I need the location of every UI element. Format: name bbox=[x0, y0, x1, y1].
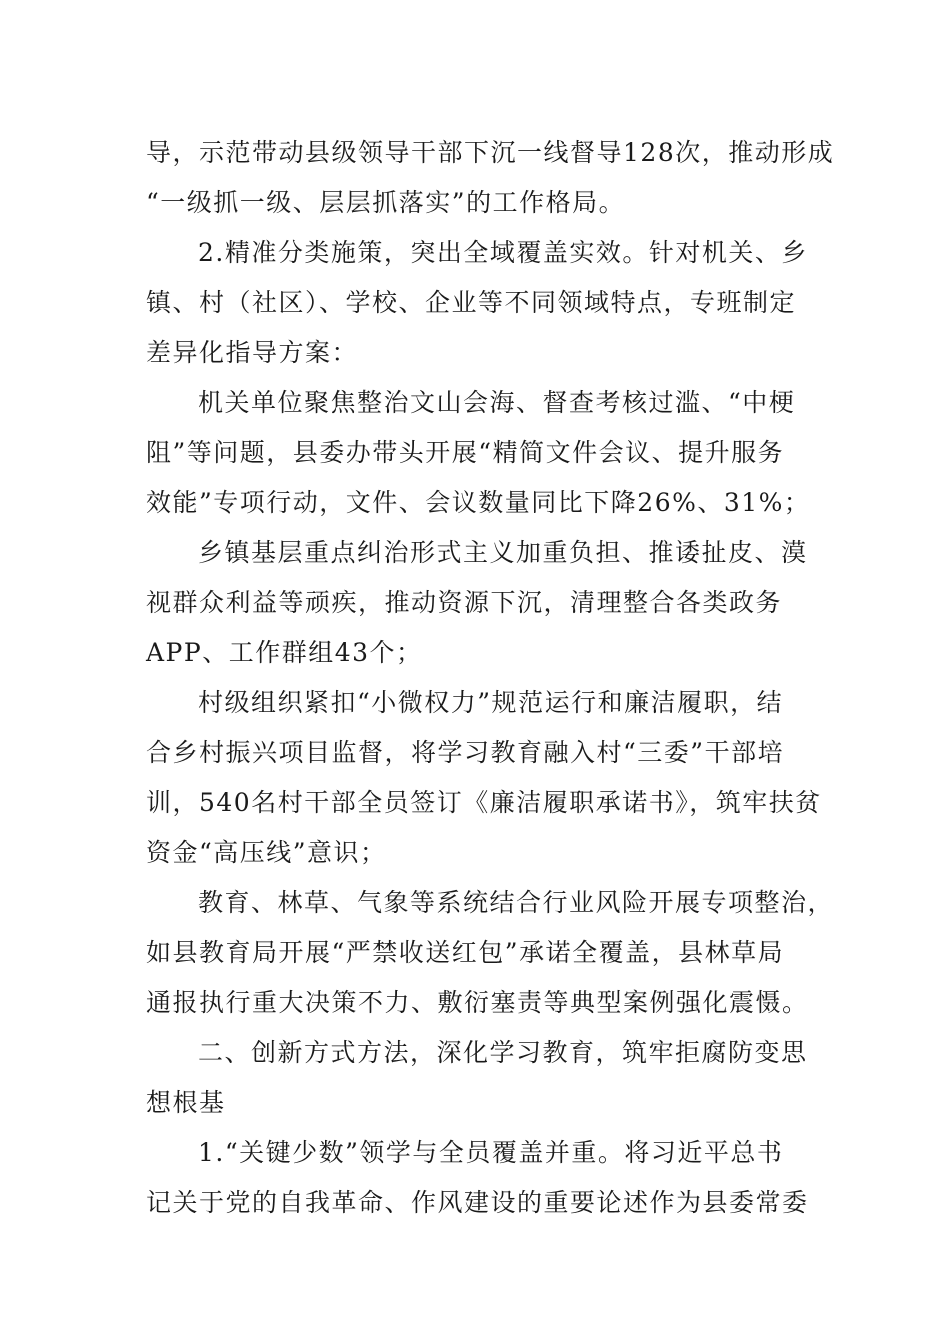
text-line: 二、创新方式方法，深化学习教育，筑牢拒腐防变思 bbox=[198, 1038, 808, 1067]
text-line: 记关于党的自我革命、作风建设的重要论述作为县委常委 bbox=[146, 1188, 809, 1217]
paragraph-village-organizations bbox=[146, 678, 822, 878]
text-line: APP、工作群组43个； bbox=[146, 638, 423, 667]
paragraph-government-units bbox=[146, 378, 812, 528]
paragraph-continuation bbox=[146, 128, 835, 228]
text-line: 效能”专项行动，文件、会议数量同比下降26%、31%； bbox=[146, 488, 811, 517]
text-line: 资金“高压线”意识； bbox=[146, 838, 387, 867]
paragraph-education-forestry bbox=[146, 878, 835, 1028]
text-line: 如县教育局开展“严禁收送红包”承诺全覆盖，县林草局 bbox=[146, 938, 785, 967]
paragraph-section-2 bbox=[146, 228, 812, 378]
text-line: 1.“关键少数”领学与全员覆盖并重。将习近平总书 bbox=[198, 1138, 784, 1167]
text-line: 合乡村振兴项目监督，将学习教育融入村“三委”干部培 bbox=[146, 738, 785, 767]
text-line: 教育、林草、气象等系统结合行业风险开展专项整治， bbox=[198, 888, 835, 917]
document-body bbox=[146, 128, 835, 1228]
text-line: 导，示范带动县级领导干部下沉一线督导128次，推动形成 bbox=[146, 138, 835, 167]
paragraph-townships bbox=[146, 528, 812, 678]
text-line: 2.精准分类施策，突出全域覆盖实效。针对机关、乡 bbox=[198, 238, 808, 267]
text-line: 镇、村（社区）、学校、企业等不同领域特点，专班制定 bbox=[146, 288, 797, 317]
text-line: 乡镇基层重点纠治形式主义加重负担、推诿扯皮、漠 bbox=[198, 538, 808, 567]
text-line: 视群众利益等顽疾，推动资源下沉，清理整合各类政务 bbox=[146, 588, 783, 617]
text-line: 机关单位聚焦整治文山会海、督查考核过滥、“中梗 bbox=[198, 388, 796, 417]
text-line: “一级抓一级、层层抓落实”的工作格局。 bbox=[146, 188, 626, 217]
text-line: 村级组织紧扣“小微权力”规范运行和廉洁履职，结 bbox=[198, 688, 784, 717]
paragraph-key-minority bbox=[146, 1128, 812, 1228]
text-line: 训，540名村干部全员签订《廉洁履职承诺书》，筑牢扶贫 bbox=[146, 788, 822, 817]
text-line: 阻”等问题，县委办带头开展“精简文件会议、提升服务 bbox=[146, 438, 785, 467]
text-line: 通报执行重大决策不力、敷衍塞责等典型案例强化震慑。 bbox=[146, 988, 809, 1017]
text-line: 差异化指导方案： bbox=[146, 338, 359, 367]
text-line: 想根基 bbox=[146, 1088, 226, 1117]
section-heading-2 bbox=[146, 1028, 812, 1128]
